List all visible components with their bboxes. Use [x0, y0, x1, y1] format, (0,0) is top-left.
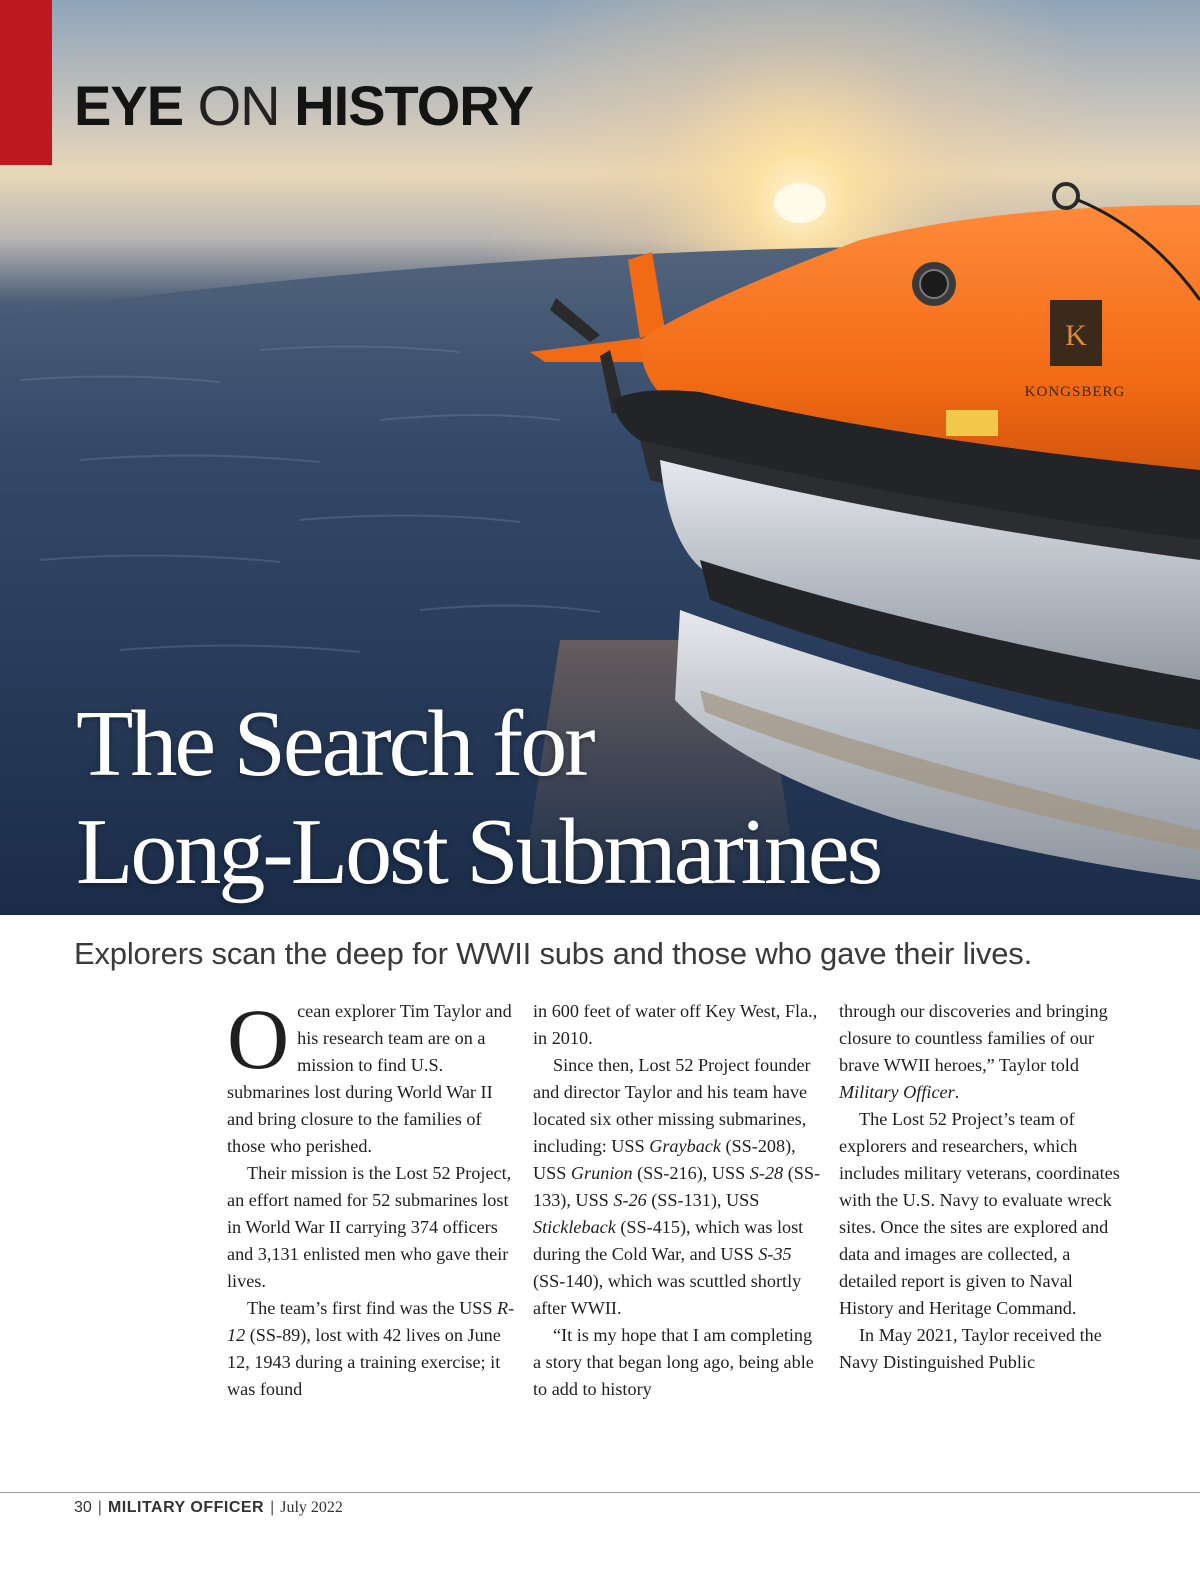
drop-cap: O	[227, 991, 290, 1087]
paragraph-text: (SS-131), USS	[646, 1190, 760, 1210]
vessel-name: S-28	[749, 1163, 784, 1183]
footer-rule	[0, 1492, 1200, 1493]
headline-line-1: The Search for	[76, 692, 593, 796]
article-deck: Explorers scan the deep for WWII subs and those who gave their lives.	[74, 936, 1033, 971]
paragraph-text: Since then, Lost 52 Project founder and director Taylor and his team have located six other missing submarines, including: USS	[533, 1055, 811, 1156]
section-label-eye: EYE	[74, 74, 184, 137]
paragraph	[227, 1295, 517, 1403]
issue-date: July 2022	[280, 1499, 343, 1516]
article-column-3	[839, 998, 1129, 1376]
article-headline	[76, 690, 880, 906]
section-label-history: HISTORY	[294, 74, 534, 137]
paragraph-text: (SS-216), USS	[632, 1163, 750, 1183]
paragraph-text: The team’s first find was the USS	[247, 1298, 498, 1318]
article-column-1	[227, 991, 517, 1403]
magazine-name: MILITARY OFFICER	[107, 1499, 265, 1516]
page-footer	[74, 1498, 343, 1518]
paragraph	[227, 991, 517, 1160]
paragraph: “It is my hope that I am completing a story that began long ago, being able to add to history	[533, 1325, 814, 1399]
paragraph-text: .	[954, 1082, 960, 1102]
section-color-tab	[0, 0, 52, 165]
article-column-2	[533, 998, 823, 1403]
kongsberg-logo: KONGSBERG	[1024, 384, 1126, 400]
section-label-on: ON	[197, 74, 280, 137]
paragraph-text: cean explorer Tim Taylor and his research team are on a mission to find U.S. submarines lost during World War II and bring closure to the families of those who perished.	[227, 1001, 512, 1156]
paragraph-text: through our discoveries and bringing closure to countless families of our brave WWII heroes,” Taylor told	[839, 1001, 1108, 1075]
vessel-name: Stickleback	[533, 1217, 616, 1237]
paragraph-text: (SS-89), lost with 42 lives on June 12, 1943 during a training exercise; it was found	[227, 1325, 501, 1399]
page-number: 30	[74, 1499, 92, 1516]
svg-text:K: K	[1065, 319, 1087, 352]
paragraph: The Lost 52 Project’s team of explorers and researchers, which includes military veterans, coordinates with the U.S. Navy to evaluate wreck sites. Once the sites are explored and data and images are collected, a detailed report is given to Naval History and Heritage Command.	[839, 1109, 1120, 1318]
paragraph	[839, 998, 1129, 1106]
headline-line-2: Long-Lost Submarines	[76, 800, 881, 904]
paragraph-text: (SS-415), which was lost during the Cold War, and USS	[533, 1217, 804, 1264]
paragraph: In May 2021, Taylor received the Navy Distinguished Public	[839, 1325, 1102, 1372]
vessel-name: S-26	[613, 1190, 647, 1210]
paragraph-text: (SS-140), which was scuttled shortly after WWII.	[533, 1271, 802, 1318]
vessel-name: Grayback	[649, 1136, 721, 1156]
vessel-name: Grunion	[570, 1163, 633, 1183]
vessel-name: S-35	[758, 1244, 792, 1264]
paragraph: Their mission is the Lost 52 Project, an effort named for 52 submarines lost in World War II carrying 374 officers and 3,131 enlisted men who gave their lives.	[227, 1163, 512, 1291]
footer-separator: |	[270, 1499, 275, 1516]
paragraph: in 600 feet of water off Key West, Fla., in 2010.	[533, 1001, 818, 1048]
paragraph-text: (SS-208), USS	[533, 1136, 796, 1183]
publication-name: Military Officer	[839, 1082, 955, 1102]
paragraph	[533, 1052, 823, 1322]
vessel-name: R-12	[227, 1298, 515, 1345]
footer-separator: |	[97, 1499, 102, 1516]
paragraph-text: (SS-133), USS	[533, 1163, 821, 1210]
section-label	[74, 74, 534, 137]
